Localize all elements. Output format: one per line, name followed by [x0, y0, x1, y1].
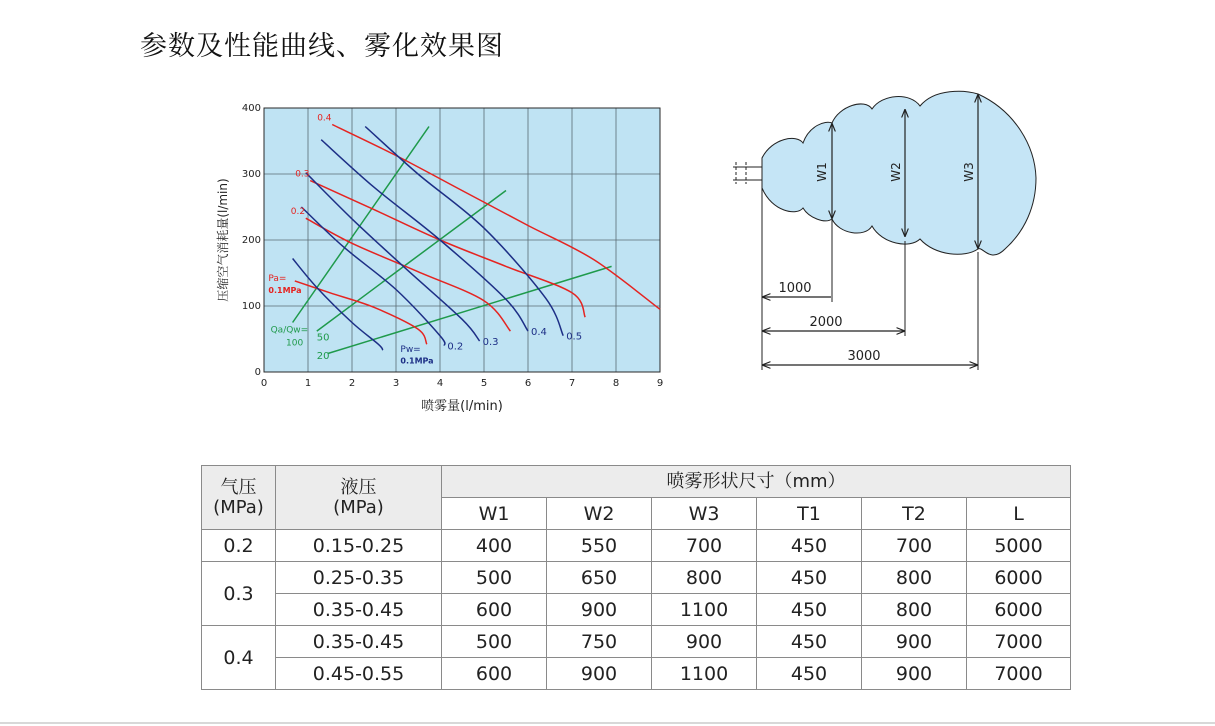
value-cell-t1: 450: [757, 658, 862, 690]
x-tick-label: 3: [392, 378, 400, 389]
ratio-prefix-label: Qa/Qw=: [270, 325, 309, 336]
value-cell-t1: 450: [757, 530, 862, 562]
header-spray-size: 喷雾形状尺寸（mm）: [442, 466, 1071, 498]
value-cell-w1: 400: [442, 530, 547, 562]
value-cell-t1: 450: [757, 562, 862, 594]
value-cell-t2: 900: [862, 658, 967, 690]
value-cell-w3: 700: [652, 530, 757, 562]
x-tick-label: 9: [656, 378, 664, 389]
liquid-pressure-cell: 0.35-0.45: [276, 594, 442, 626]
x-tick-label: 8: [612, 378, 620, 389]
table-row: [202, 530, 1071, 562]
subheader-w2: W2: [547, 498, 652, 530]
x-tick-label: 0: [260, 378, 268, 389]
spray-shape-diagram: [725, 86, 1055, 378]
value-cell-l: 6000: [967, 594, 1071, 626]
w3-label: W3: [962, 162, 976, 182]
value-cell-w1: 600: [442, 658, 547, 690]
liquid-pressure-cell: 0.15-0.25: [276, 530, 442, 562]
subheader-l: L: [967, 498, 1071, 530]
liquid-pressure-cell: 0.25-0.35: [276, 562, 442, 594]
ratio-series-label: 50: [316, 332, 330, 344]
distance-label-3000: 3000: [847, 349, 881, 364]
distance-label-1000: 1000: [778, 281, 812, 296]
value-cell-w2: 900: [547, 658, 652, 690]
value-cell-t1: 450: [757, 626, 862, 658]
pw-series-label: 0.5: [566, 331, 583, 343]
value-cell-w1: 500: [442, 562, 547, 594]
header-liquid-pressure-unit: (MPa): [333, 496, 384, 518]
footer-divider: [0, 722, 1215, 724]
pw-prefix-label: Pw=: [400, 345, 421, 356]
value-cell-l: 5000: [967, 530, 1071, 562]
header-liquid-pressure-label: 液压: [340, 476, 377, 498]
y-tick-label: 300: [241, 169, 261, 180]
x-tick-label: 1: [304, 378, 312, 389]
header-air-pressure-unit: (MPa): [213, 496, 264, 518]
header-air-pressure-label: 气压: [220, 476, 257, 498]
w2-label: W2: [889, 162, 903, 182]
pa-prefix-label: Pa=: [268, 273, 287, 284]
x-tick-label: 5: [480, 378, 488, 389]
value-cell-l: 7000: [967, 626, 1071, 658]
ratio-series-label: 20: [316, 350, 330, 362]
pa-series-label: 0.4: [317, 113, 332, 124]
value-cell-w2: 550: [547, 530, 652, 562]
value-cell-w3: 1100: [652, 658, 757, 690]
page-title: 参数及性能曲线、雾化效果图: [140, 31, 504, 62]
subheader-w3: W3: [652, 498, 757, 530]
nozzle-icon: [733, 162, 762, 184]
air-pressure-cell: 0.3: [202, 562, 276, 626]
x-tick-label: 6: [524, 378, 532, 389]
w1-label: W1: [815, 162, 829, 182]
pw-series-label: 0.4: [531, 327, 547, 339]
value-cell-w1: 500: [442, 626, 547, 658]
x-tick-label: 4: [436, 378, 444, 389]
table-row: [202, 594, 1071, 626]
table-row: [202, 626, 1071, 658]
pw-series-label: 0.3: [482, 336, 499, 348]
table-row: [202, 658, 1071, 690]
value-cell-w3: 900: [652, 626, 757, 658]
ratio-series-label: 100: [286, 338, 304, 349]
value-cell-w2: 900: [547, 594, 652, 626]
value-cell-w3: 800: [652, 562, 757, 594]
x-tick-label: 7: [568, 378, 576, 389]
header-air-pressure: [202, 466, 276, 530]
x-tick-label: 2: [348, 378, 356, 389]
value-cell-l: 6000: [967, 562, 1071, 594]
header-liquid-pressure: [276, 466, 442, 530]
liquid-pressure-cell: 0.35-0.45: [276, 626, 442, 658]
value-cell-w3: 1100: [652, 594, 757, 626]
liquid-pressure-cell: 0.45-0.55: [276, 658, 442, 690]
value-cell-t2: 700: [862, 530, 967, 562]
subheader-t2: T2: [862, 498, 967, 530]
air-pressure-cell: 0.4: [202, 626, 276, 690]
x-axis-label: 喷雾量(l/min): [421, 399, 503, 414]
pa-series-label: 0.3: [295, 169, 310, 180]
value-cell-w1: 600: [442, 594, 547, 626]
y-tick-label: 100: [241, 301, 261, 312]
y-axis-label: 压缩空气消耗量(l/min): [216, 178, 230, 302]
value-cell-t1: 450: [757, 594, 862, 626]
air-pressure-cell: 0.2: [202, 530, 276, 562]
pa-series-label: 0.2: [290, 207, 306, 218]
y-tick-label: 0: [254, 367, 261, 378]
subheader-w1: W1: [442, 498, 547, 530]
value-cell-t2: 900: [862, 626, 967, 658]
distance-label-2000: 2000: [809, 315, 843, 330]
spec-table: [201, 465, 1071, 690]
table-header-row: [202, 466, 1071, 498]
pw-series-label: 0.2: [447, 341, 464, 353]
value-cell-l: 7000: [967, 658, 1071, 690]
subheader-t1: T1: [757, 498, 862, 530]
value-cell-w2: 650: [547, 562, 652, 594]
value-cell-t2: 800: [862, 594, 967, 626]
y-tick-label: 200: [241, 235, 261, 246]
pw-series-label: 0.1MPa: [400, 356, 434, 366]
table-row: [202, 562, 1071, 594]
y-tick-label: 400: [241, 103, 261, 114]
value-cell-t2: 800: [862, 562, 967, 594]
pa-series-label: 0.1MPa: [268, 285, 302, 295]
performance-chart: [210, 96, 680, 421]
value-cell-w2: 750: [547, 626, 652, 658]
